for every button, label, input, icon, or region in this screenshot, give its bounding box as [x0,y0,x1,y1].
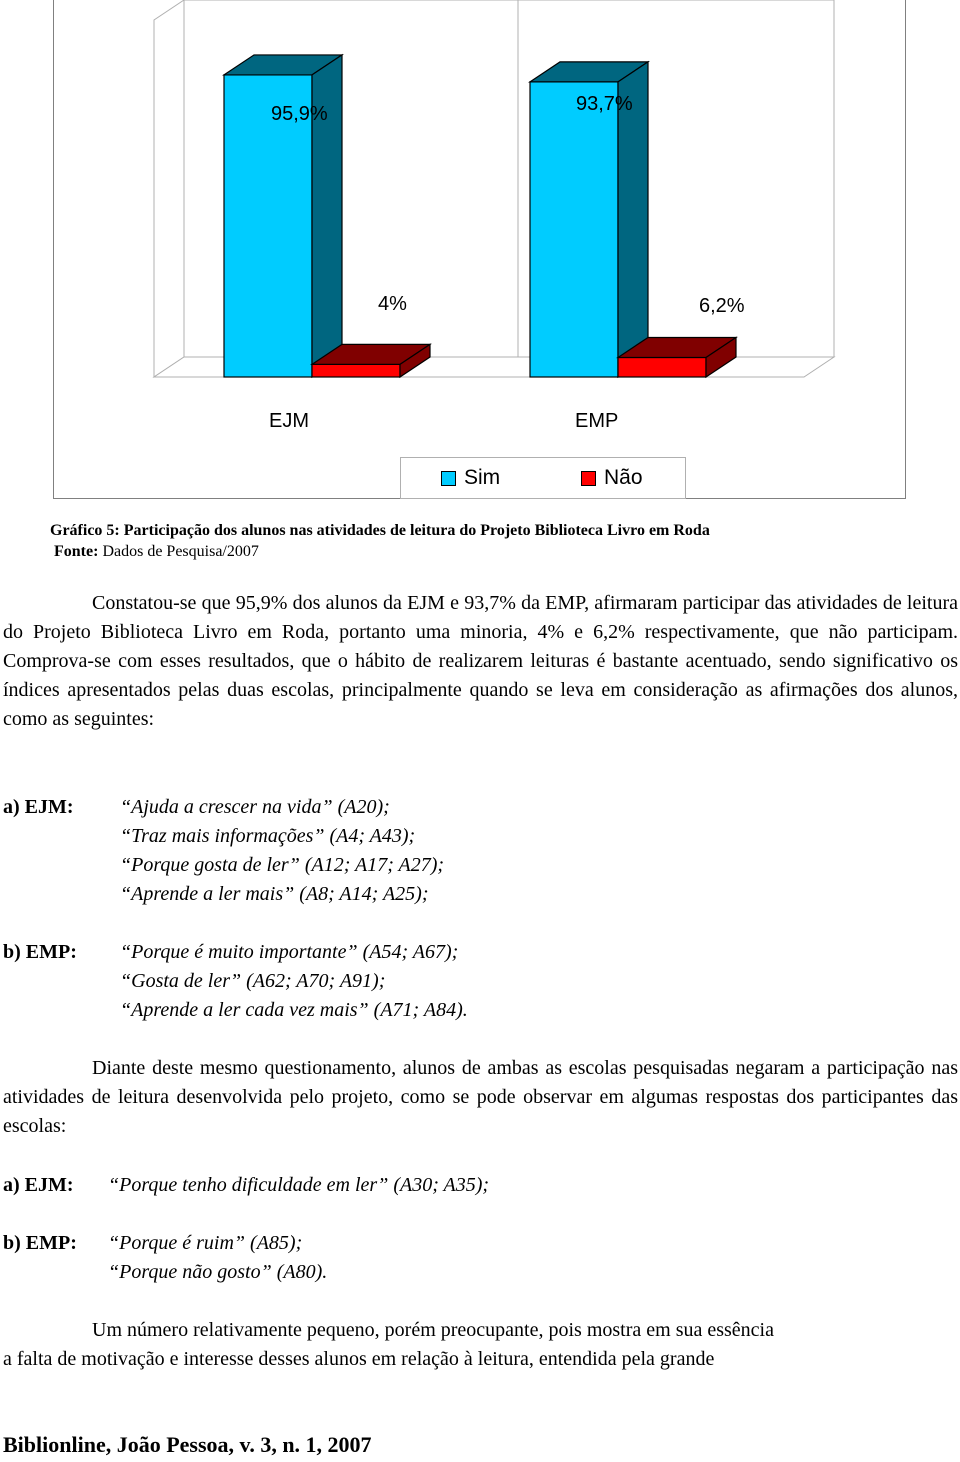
paragraph-3-line2: a falta de motivação e interesse desses alunos em relação à leitura, entendida pela grande [3,1348,715,1370]
data-label: 6,2% [699,295,745,317]
list2-a-item: “Porque tenho dificuldade em ler” (A30; A35); [108,1174,490,1196]
legend-item-nao [581,466,643,490]
list1-a-item: “Porque gosta de ler” (A12; A17; A27); [120,854,445,876]
bar-sim-emp-front [530,82,618,377]
list1-b-item: “Gosta de ler” (A62; A70; A91); [120,970,386,992]
paragraph-2-line1: Diante deste mesmo questionamento, alunos de ambas as escolas pesquisadas [92,1057,729,1079]
figure-source [54,543,259,561]
source-text: Dados de Pesquisa/2007 [98,543,259,560]
data-label: 95,9% [271,103,328,125]
paragraph-2 [3,1054,958,1141]
bar-no-ejm-front [312,364,400,377]
bar-no-emp-front [618,357,706,377]
paragraph-3-line1: Um número relativamente pequeno, porém preocupante, pois mostra em sua essência [92,1319,774,1341]
legend-label-nao: Não [604,466,643,489]
paragraph-1-line1: Constatou-se que 95,9% dos alunos da EJM e 93,7% da EMP, afirmaram participar [92,592,760,614]
list1-a-item: “Aprende a ler mais” (A8; A14; A25); [120,883,429,905]
chart-legend [400,457,686,499]
list1-a-item: “Traz mais informações” (A4; A43); [120,825,416,847]
chart-side-wall [154,0,184,377]
list2-a-label: a) EJM: [3,1174,74,1196]
list2-b-item: “Porque não gosto” (A80). [108,1261,328,1283]
journal-footer: Biblionline, João Pessoa, v. 3, n. 1, 2007 [3,1432,372,1457]
list1-a-label: a) EJM: [3,796,74,818]
list2-b-label: b) EMP: [3,1232,77,1254]
legend-label-sim: Sim [464,466,501,489]
paragraph-1 [3,589,958,734]
list1-b-item: “Porque é muito importante” (A54; A67); [120,941,459,963]
category-label: EMP [575,410,619,432]
list2-b-item: “Porque é ruim” (A85); [108,1232,303,1254]
list1-b-item: “Aprende a ler cada vez mais” (A71; A84). [120,999,468,1021]
legend-swatch-sim [441,471,456,486]
data-label: 4% [378,293,407,315]
paragraph-1-rest: das atividades de leitura do Projeto Biblioteca Livro em Roda, portanto uma minoria, 4% e 6,2% respectivamente, que não participam. Comprova-se com esses resultados, que o hábito de realizarem leituras é bastante acentuado, sendo significativo os índices apresentados pelas duas escolas, principalmente quando se leva em consideração as afirmações dos alunos, como as seguintes: [3,592,958,730]
list1-a-item: “Ajuda a crescer na vida” (A20); [120,796,390,818]
chart-frame [53,0,906,499]
bar-chart [54,0,905,498]
data-label: 93,7% [576,93,633,115]
list1-b-label: b) EMP: [3,941,77,963]
paragraph-2-rest: negaram a participação nas atividades de leitura desenvolvida pelo projeto, como se pode observar em algumas respostas dos participantes das escolas: [3,1057,958,1137]
figure-caption: Gráfico 5: Participação dos alunos nas atividades de leitura do Projeto Biblioteca Livro em Roda [50,522,710,539]
source-label: Fonte: [54,543,99,560]
legend-swatch-nao [581,471,596,486]
category-label: EJM [269,410,309,432]
legend-item-sim [441,466,500,490]
